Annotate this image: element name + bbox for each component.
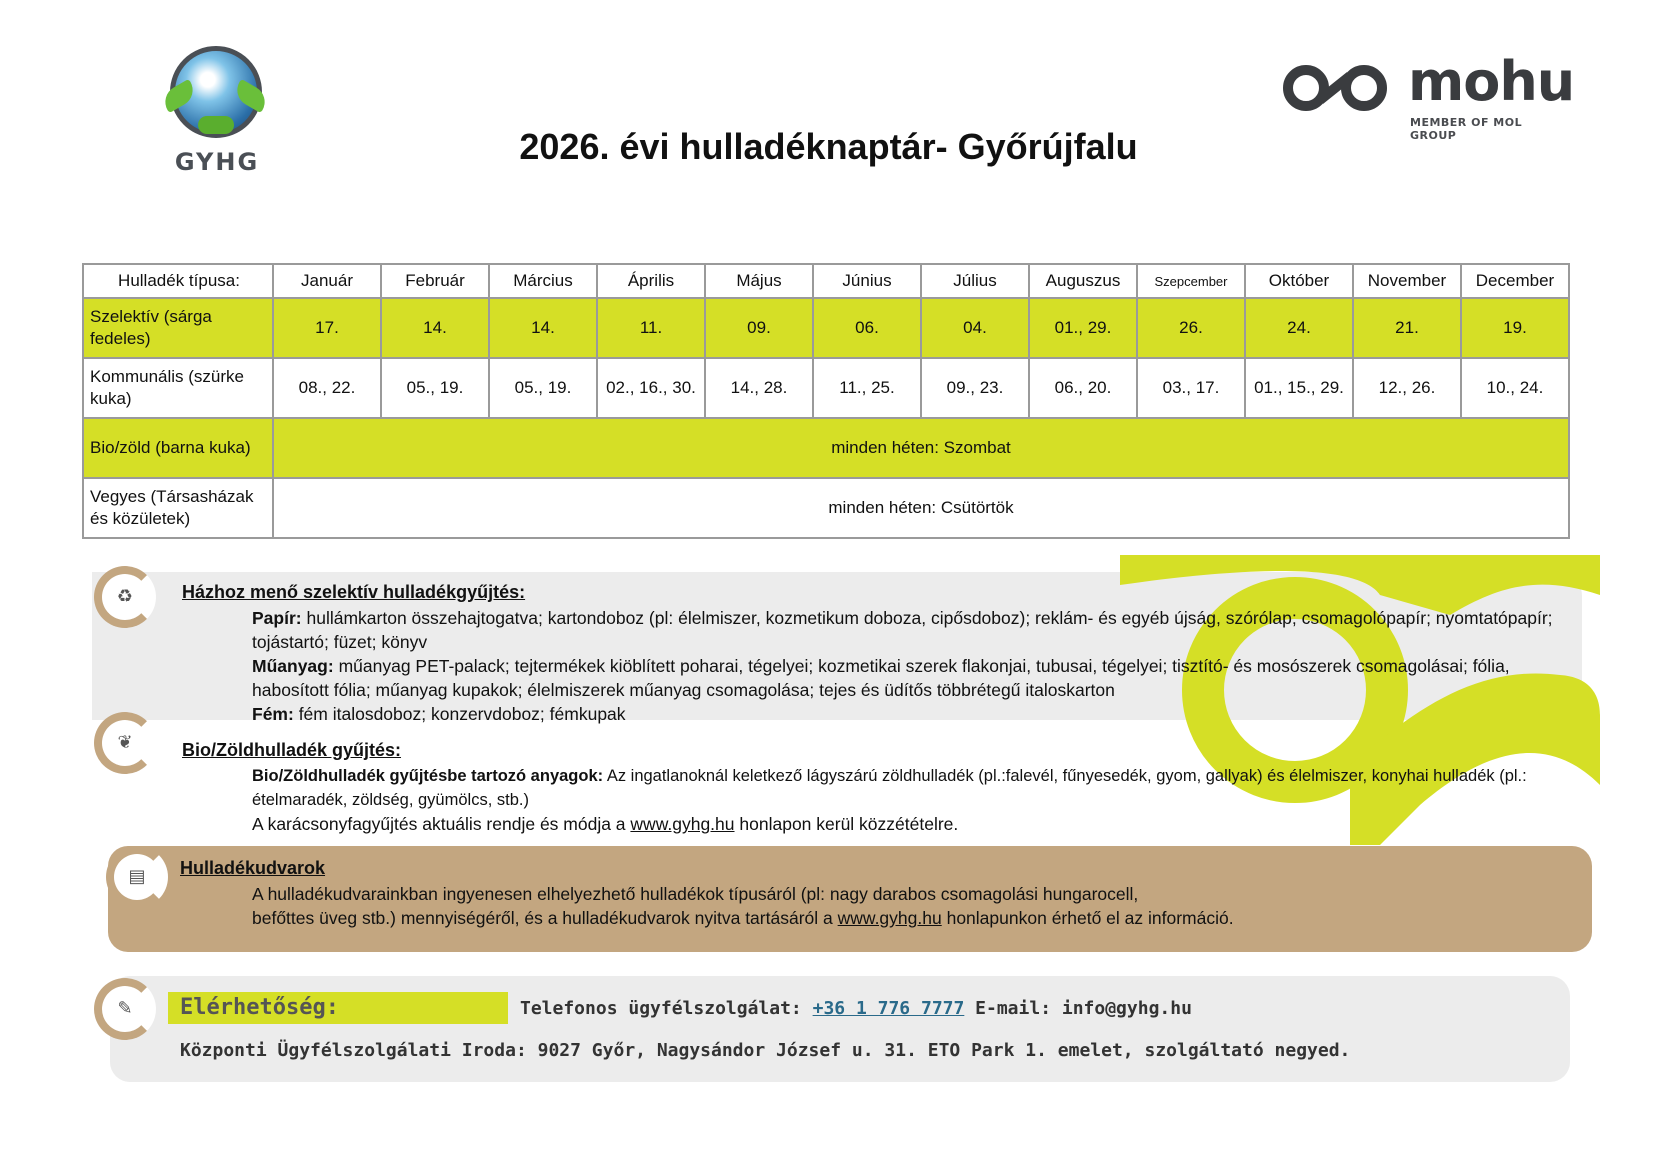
table-header-row xyxy=(83,264,1569,298)
mohu-logo xyxy=(1282,50,1575,142)
selective-heading: Házhoz menő szelektív hulladékgyűjtés: xyxy=(182,582,526,602)
month-header: Február xyxy=(381,264,489,298)
metal-paragraph xyxy=(252,702,1572,726)
header-cell-type: Hulladék típusa: xyxy=(83,264,273,298)
table-cell: 06., 20. xyxy=(1029,358,1137,418)
yard-text-pre: befőttes üveg stb.) mennyiségéről, és a hulladékudvarok nyitva tartásáról a xyxy=(252,908,833,928)
table-row xyxy=(83,358,1569,418)
month-header: Szepcember xyxy=(1137,264,1245,298)
month-header: Január xyxy=(273,264,381,298)
table-cell: 14. xyxy=(381,298,489,358)
gyhg-link[interactable]: www.gyhg.hu xyxy=(630,814,735,834)
mohu-logo-sub: MEMBER OF MOL GROUP xyxy=(1410,116,1523,142)
month-header: December xyxy=(1461,264,1569,298)
table-cell: 05., 19. xyxy=(381,358,489,418)
paper-paragraph xyxy=(252,606,1572,654)
table-row xyxy=(83,418,1569,478)
month-header: Július xyxy=(921,264,1029,298)
table-cell: 09., 23. xyxy=(921,358,1029,418)
yard-heading: Hulladékudvarok xyxy=(180,858,326,878)
table-cell: 04. xyxy=(921,298,1029,358)
month-header: Június xyxy=(813,264,921,298)
contact-line xyxy=(520,998,1192,1019)
bio-paragraph xyxy=(252,764,1572,812)
table-cell: 02., 16., 30. xyxy=(597,358,705,418)
row-label: Bio/zöld (barna kuka) xyxy=(83,418,273,478)
phone-link[interactable]: +36 1 776 7777 xyxy=(812,998,965,1019)
month-header: Május xyxy=(705,264,813,298)
bio-text: Az ingatlanoknál keletkező lágyszárú zöldhulladék (pl.:falevél, fűnyesedék, gyom, gallyak) és élelmiszer, konyhai hulladék (pl.: ételmaradék, zöldség, gyümölcs, stb.) xyxy=(252,767,1527,809)
yard-badge xyxy=(106,846,168,908)
contact-label: Elérhetőség: xyxy=(168,992,508,1024)
row-label: Szelektív (sárga fedeles) xyxy=(83,298,273,358)
gyhg-logo-text: GYHG xyxy=(174,148,260,176)
bio-label: Bio/Zöldhulladék gyűjtésbe tartozó anyagok: xyxy=(252,767,604,785)
table-row xyxy=(83,478,1569,538)
table-cell: 12., 26. xyxy=(1353,358,1461,418)
merged-cell: minden héten: Csütörtök xyxy=(273,478,1569,538)
plastic-paragraph xyxy=(252,654,1572,702)
bio-badge xyxy=(94,712,156,774)
month-header: Március xyxy=(489,264,597,298)
email-label: E-mail: xyxy=(975,998,1052,1019)
selective-badge xyxy=(94,566,156,628)
table-cell: 11. xyxy=(597,298,705,358)
table-cell: 01., 15., 29. xyxy=(1245,358,1353,418)
recycle-icon: ♻ xyxy=(116,586,134,607)
month-header: Auguszus xyxy=(1029,264,1137,298)
month-header: Október xyxy=(1245,264,1353,298)
table-cell: 06. xyxy=(813,298,921,358)
table-cell: 09. xyxy=(705,298,813,358)
office-address: Központi Ügyfélszolgálati Iroda: 9027 Győr, Nagysándor József u. 31. ETO Park 1. emelet, szolgáltató negyed. xyxy=(180,1040,1351,1061)
page-title: 2026. évi hulladéknaptár- Győrújfalu xyxy=(519,126,1138,167)
merged-cell: minden héten: Szombat xyxy=(273,418,1569,478)
paper-label: Papír: xyxy=(252,608,302,628)
mohu-mark-icon xyxy=(1282,60,1392,116)
table-cell: 14., 28. xyxy=(705,358,813,418)
table-row xyxy=(83,298,1569,358)
table-cell: 03., 17. xyxy=(1137,358,1245,418)
paper-text: hullámkarton összehajtogatva; kartondoboz (pl: élelmiszer, kozmetikum doboza, cipősdoboz); reklám- és egyéb újság, szórólap; csomagolópapír; nyomtatópapír; tojástartó; füzet; könyv xyxy=(252,608,1553,652)
table-cell: 05., 19. xyxy=(489,358,597,418)
bio-heading: Bio/Zöldhulladék gyűjtés: xyxy=(182,740,402,760)
row-label: Kommunális (szürke kuka) xyxy=(83,358,273,418)
yard-line2 xyxy=(252,906,1572,930)
row-label: Vegyes (Társasházak és közületek) xyxy=(83,478,273,538)
month-header: November xyxy=(1353,264,1461,298)
gyhg-link[interactable]: www.gyhg.hu xyxy=(837,908,942,928)
yard-text-post: honlapunkon érhető el az információ. xyxy=(946,908,1234,928)
contact-badge xyxy=(94,978,156,1040)
table-cell: 10., 24. xyxy=(1461,358,1569,418)
yard-line1: A hulladékudvarainkban ingyenesen elhelyezhető hulladékok típusáról (pl: nagy darabos csomagolási hungarocell, xyxy=(252,884,1139,904)
table-cell: 24. xyxy=(1245,298,1353,358)
table-cell: 21. xyxy=(1353,298,1461,358)
waste-calendar-table xyxy=(82,263,1570,539)
table-cell: 11., 25. xyxy=(813,358,921,418)
xmas-text-pre: A karácsonyfagyűjtés aktuális rendje és módja a xyxy=(252,814,626,834)
leaf-icon: ❦ xyxy=(117,732,133,753)
table-cell: 19. xyxy=(1461,298,1569,358)
phone-label: Telefonos ügyfélszolgálat: xyxy=(520,998,802,1019)
yard-icon: ▤ xyxy=(128,866,146,887)
contact-icon: ✎ xyxy=(117,998,133,1019)
metal-label: Fém: xyxy=(252,704,294,724)
xmas-paragraph xyxy=(252,812,1572,836)
table-cell: 26. xyxy=(1137,298,1245,358)
table-cell: 17. xyxy=(273,298,381,358)
plastic-label: Műanyag: xyxy=(252,656,334,676)
plastic-text: műanyag PET-palack; tejtermékek kiöblített poharai, tégelyei; kozmetikai szerek flakonjai, tubusai, tégelyei; tisztító- és mosószerek csomagolásai; fólia, habosított fólia; műanyag kupakok; élelmiszerek műanyag csomagolása; tejes és üdítős többrétegű italoskarton xyxy=(252,656,1510,700)
table-cell: 01., 29. xyxy=(1029,298,1137,358)
metal-text: fém italosdoboz; konzervdoboz; fémkupak xyxy=(298,704,626,724)
xmas-text-post: honlapon kerül közzétételre. xyxy=(739,814,959,834)
table-cell: 08., 22. xyxy=(273,358,381,418)
table-cell: 14. xyxy=(489,298,597,358)
mohu-logo-text: mohu xyxy=(1408,50,1575,113)
email-value[interactable]: info@gyhg.hu xyxy=(1061,998,1192,1019)
month-header: Április xyxy=(597,264,705,298)
